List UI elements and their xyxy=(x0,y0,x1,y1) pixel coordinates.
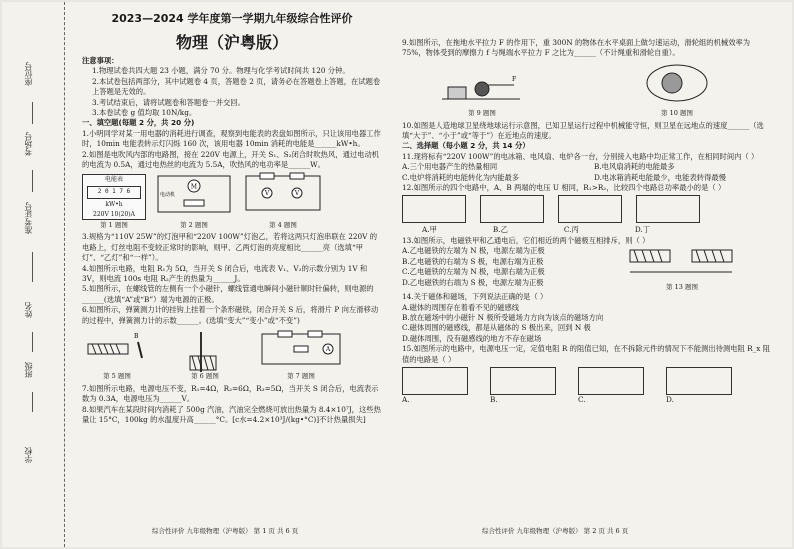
question-10: 10.如图是人造地球卫星绕地球运行示意图，已知卫星运行过程中机械能守恒，则卫星在远地点的速度______（选填“大于”、“小于”或“等于”）在近地点的速度。 xyxy=(402,120,764,141)
seat-number-label: 座位号 xyxy=(24,62,33,86)
q12-option-d[interactable]: D.丁 xyxy=(634,225,651,235)
seat-number-line xyxy=(32,102,33,124)
q11-option-b[interactable]: B.电风扇消耗的电能最多 xyxy=(594,162,675,172)
footer-right: 综合性评价 九年级物理（沪粤版） 第 2 页 共 6 页 xyxy=(482,527,629,535)
resistor-r3 xyxy=(294,346,308,352)
choice-section-heading: 二、选择题（每小题 2 分，共 14 分） xyxy=(402,141,530,151)
right-column xyxy=(402,38,772,407)
figure-5-caption: 第 5 题图 xyxy=(103,372,131,381)
note-item: 1.物理试卷共四大题 23 小题，满分 70 分。物理与化学考试时间共 120 分钟。 xyxy=(92,66,350,76)
q15-circuit-b xyxy=(490,367,556,395)
question-5: 5.如图所示，在螺线管的左侧有一个小磁针，螺线管通电瞬间小磁针顺时针偏转，则电源的______(选填“A”或“B”）端为电源的正极。 xyxy=(82,284,374,304)
exam-room-label: 考场号 xyxy=(24,132,33,156)
earth xyxy=(662,73,682,93)
admission-number-line xyxy=(32,252,33,282)
q12-option-b[interactable]: B.乙 xyxy=(492,225,508,235)
q15-circuits xyxy=(402,367,772,405)
svg-text:V: V xyxy=(264,190,270,198)
question-9: 9.如图所示，在拖地水平拉力 F 的作用下，重 300N 的物体在水平桌面上做匀速运动，滑轮组的机械效率为 75%，物体受到的摩擦力 f 与绳端水平拉力 F 之比为______（不计绳重和滑轮自重）。 xyxy=(402,38,751,58)
q11-option-c[interactable]: C.电炉将消耗的电能转化为内能最多 xyxy=(402,172,520,182)
name-label: 姓名 xyxy=(24,302,33,318)
figure-7 xyxy=(258,328,344,382)
q12-options xyxy=(402,225,772,235)
pulley-figure xyxy=(442,67,522,105)
exam-room-line xyxy=(32,170,33,192)
series-voltmeter-circuit xyxy=(242,172,324,216)
figure-4 xyxy=(242,172,324,230)
compass-needle xyxy=(138,342,142,358)
name-line xyxy=(32,332,33,352)
exam-sheet xyxy=(2,2,792,547)
question-13: 13.如图所示，电磁铁甲和乙通电后，它们相近的两个磁极互相排斥，则（ ） xyxy=(402,235,650,245)
q12-circuit-a xyxy=(402,195,466,223)
q11-option-a[interactable]: A.三个用电器产生的热量相同 xyxy=(402,162,498,172)
figure-1-caption: 第 1 题图 xyxy=(100,220,128,229)
resistor-r2 xyxy=(308,331,322,337)
figure-2 xyxy=(154,172,234,230)
q15-circuit-b-wrap xyxy=(490,367,556,405)
q13-option-a[interactable]: A.乙电磁铁的左端为 N 极，电源左端为正极 xyxy=(402,246,545,256)
q13-option-b[interactable]: B.乙电磁铁的右端为 S 极，电源右端为正极 xyxy=(402,256,544,266)
parallel-resistor-circuit xyxy=(258,328,344,368)
class-label: 班级 xyxy=(24,362,33,378)
question-11: 11.现将标有“220V 100W”的电冰箱、电风扇、电炉各一台，分别接入电路中均正常工作，在相同时间内（ ） xyxy=(402,151,759,161)
q12-circuit-d xyxy=(636,195,700,223)
q11-options-row-1 xyxy=(402,162,772,172)
note-item: 3.考试结束后，请将试题卷和答题卷一并交回。 xyxy=(92,97,245,107)
q12-circuits xyxy=(402,195,772,223)
q15-option-a[interactable]: A. xyxy=(402,394,410,404)
figure-5 xyxy=(82,328,152,382)
q12-option-c[interactable]: C.丙 xyxy=(563,225,579,235)
school-label: 学校 xyxy=(24,447,33,463)
figure-13-caption: 第 13 题图 xyxy=(666,282,698,291)
q15-circuit-c-wrap xyxy=(578,367,644,405)
figure-10 xyxy=(642,61,712,119)
question-8: 8.如果汽车在某段时间内消耗了 500g 汽油，汽油完全燃烧可放出热量为 8.4×10⁷J，这些热量让 15°C，100kg 的水温度升高______°C。[c水=4.2×10³J/(kg•°C)]不计热量损失] xyxy=(82,404,381,424)
q11-options-row-2 xyxy=(402,173,772,183)
q13-option-c[interactable]: C.乙电磁铁的左端为 N 极，电源右端为正极 xyxy=(402,267,545,277)
svg-text:M: M xyxy=(190,183,198,191)
meter-rating: 220V 10(20)A xyxy=(93,211,135,219)
question-7: 7.如图所示电路，电源电压不变，R₁=4Ω，R₂=6Ω，R₃=5Ω，当开关 S 闭合后，电流表示数为 0.3A，电源电压为______V。 xyxy=(82,383,379,404)
left-column xyxy=(82,4,382,425)
fill-section-heading: 一、填空题(每题 2 分，共 20 分) xyxy=(82,118,195,128)
satellite-orbit-figure xyxy=(642,61,712,105)
figure-row-1 xyxy=(82,172,382,230)
figure-row-3 xyxy=(402,61,772,119)
notes-heading: 注意事项： xyxy=(82,56,119,65)
question-1: 1.小明同学对某一用电器的消耗进行调查，观察到电能表的表盘如图所示，只让该用电器工作时，10min 电能表转示灯闪烁 160 次，该用电器 10min 消耗的电能是______kW•h。 xyxy=(82,128,381,149)
pulley xyxy=(475,82,489,96)
q11-option-d[interactable]: D.电冰箱消耗电能最少，电能表转得最慢 xyxy=(594,172,726,182)
question-14: 14.关于磁体和磁场，下列说法正确的是（ ） xyxy=(402,292,548,302)
q15-circuit-d xyxy=(666,367,732,395)
electromagnet-figure xyxy=(160,330,250,374)
question-2: 2.如图是电吹风内部的电路图，接在 220V 电源上，开关 S₁、S₂闭合时吹热风，通过电动机的电流为 0.5A，通过电热丝的电流为 5.5A，吹热风的电功率是______W。 xyxy=(82,149,380,170)
hair-dryer-circuit xyxy=(154,172,234,216)
meter-unit: kW•h xyxy=(105,200,123,208)
q13-options xyxy=(402,246,622,292)
class-line xyxy=(32,392,33,412)
q13-block xyxy=(402,246,772,292)
meter-digits: 2 0 1 7 6 xyxy=(87,186,141,198)
heater-resistor xyxy=(184,200,204,206)
q14-option-a[interactable]: A.磁体的周围存在着看不见的磁感线 xyxy=(402,302,520,312)
q15-option-b[interactable]: B. xyxy=(490,394,498,404)
resistor-r2 xyxy=(290,173,304,179)
admission-number-label: 准考证号 xyxy=(24,202,33,234)
question-12: 12.如图所示的四个电路中，A、B 两端的电压 U 相同，R₁>R₂，比较四个电路总功率最小的是（ ） xyxy=(402,183,726,193)
q15-circuit-d-wrap xyxy=(666,367,732,405)
solenoid-compass-figure xyxy=(82,328,152,368)
question-4: 4.如图所示电路，电阻 R₁为 5Ω，当开关 S 闭合后，电流表 V₁、V₂的示数分别为 1V 和 3V，则电流 100s 电阻 R₂产生的热量为______J。 xyxy=(82,263,368,283)
q15-circuit-c xyxy=(578,367,644,395)
subject-title: 物理（沪粤版） xyxy=(175,33,288,52)
figure-6 xyxy=(160,330,250,382)
q12-option-a[interactable]: A.甲 xyxy=(422,225,437,235)
figure-9-caption: 第 9 题图 xyxy=(468,109,496,118)
q15-circuit-a-wrap xyxy=(402,367,468,405)
figure-10-caption: 第 10 题图 xyxy=(661,109,693,118)
electromagnets-figure xyxy=(622,246,742,278)
figure-13 xyxy=(622,246,742,292)
svg-text:V: V xyxy=(294,190,300,198)
q14-option-b[interactable]: B.放在磁场中的小磁针 N 极所受磁场力方向为该点的磁场方向 xyxy=(402,312,604,322)
q15-option-d[interactable]: D. xyxy=(666,394,674,404)
figure-4-caption: 第 4 题图 xyxy=(269,220,297,229)
figure-2-caption: 第 2 题图 xyxy=(180,220,208,229)
question-6: 6.如图所示，弹簧测力计的挂钩上挂着一个条形磁铁，闭合开关 S 后，将滑片 P 向左滑移动的过程中，弹簧测力计的示数______。(选填“变大”“变小”或“不变”) xyxy=(82,305,379,325)
question-3: 3.规格为“110V 25W”的灯泡甲和“220V 100W”灯泡乙，若将这两只灯泡串联在 220V 的电路上，灯丝电阻不变较正常时的影响，则甲、乙两灯泡的亮度相比______亮（选填“甲灯”、“乙灯”和“一样”）。 xyxy=(82,232,378,263)
note-item: 3.本卷试卷 g 值均取 10N/kg。 xyxy=(92,108,197,118)
svg-text:F: F xyxy=(512,75,517,83)
resistor-r1 xyxy=(278,331,292,337)
figure-row-2 xyxy=(82,328,382,382)
block xyxy=(448,87,466,99)
svg-text:B: B xyxy=(134,332,139,340)
note-item: 2.本试卷包括两部分，其中试题卷 4 页，答题卷 2 页，请务必在答题卷上答题，在试题卷上答题是无效的。 xyxy=(92,76,381,97)
figure-7-caption: 第 7 题图 xyxy=(287,372,315,381)
resistor-r1 xyxy=(260,173,274,179)
q14-option-d[interactable]: D.磁体周围，没有磁感线的地方不存在磁场 xyxy=(402,333,542,343)
svg-text:A: A xyxy=(325,345,331,353)
q14-option-c[interactable]: C.磁体周围的磁感线，都是从磁体的 S 极出来，回到 N 极 xyxy=(402,323,591,333)
energy-meter xyxy=(82,174,146,220)
figure-6-caption: 第 6 题图 xyxy=(191,372,219,381)
question-15: 15.如图所示的电路中，电源电压一定，定值电阻 R 的阻值已知，在不拆除元件的情况下不能测出待测电阻 R_x 阻值的电路是（ ） xyxy=(402,344,770,364)
motor-text: 电动机 xyxy=(160,192,176,199)
q15-option-c[interactable]: C. xyxy=(578,394,586,404)
q13-option-d[interactable]: D.乙电磁铁的右端为 S 极，电源左端为正极 xyxy=(402,277,544,287)
meter-label: 电能表 xyxy=(104,175,123,183)
q12-circuit-c xyxy=(558,195,622,223)
footer-left: 综合性评价 九年级物理（沪粤版） 第 1 页 共 6 页 xyxy=(152,527,299,535)
binding-margin xyxy=(2,2,65,547)
exam-title: 2023—2024 学年度第一学期九年级综合性评价 xyxy=(111,12,353,25)
q15-circuit-a xyxy=(402,367,468,395)
figure-1 xyxy=(82,174,146,230)
q12-circuit-b xyxy=(480,195,544,223)
figure-9 xyxy=(442,67,522,119)
